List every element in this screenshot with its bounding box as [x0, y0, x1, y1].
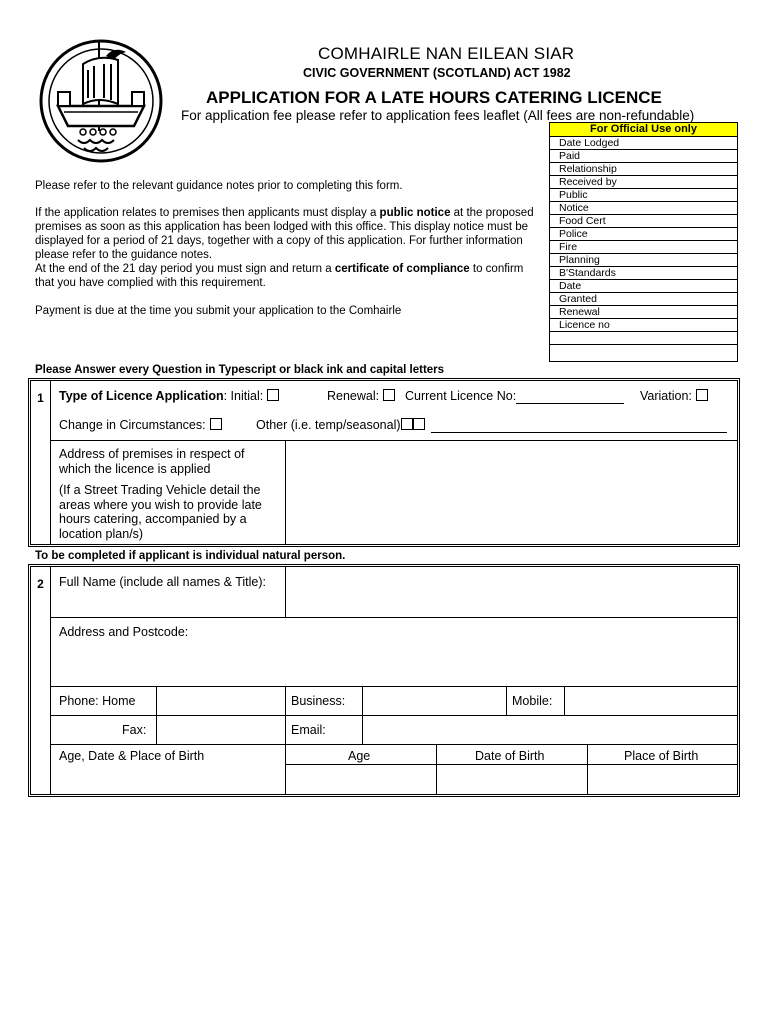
official-use-row: Food Cert: [550, 215, 737, 228]
dob-field[interactable]: [438, 766, 586, 792]
fee-note: For application fee please refer to application fees leaflet (All fees are non-refundable): [181, 108, 695, 123]
fax-field[interactable]: [158, 717, 283, 743]
official-use-row: B'Standards: [550, 267, 737, 280]
other-details-field[interactable]: [431, 418, 727, 433]
business-phone-field[interactable]: [364, 688, 504, 714]
initial-checkbox[interactable]: [267, 389, 279, 401]
renewal-checkbox[interactable]: [383, 389, 395, 401]
full-name-field[interactable]: [287, 569, 735, 615]
official-use-row: Date: [550, 280, 737, 293]
other-checkbox[interactable]: [401, 418, 413, 430]
council-crest-logo: [36, 36, 166, 166]
instructions-heading: Please Answer every Question in Typescript or black ink and capital letters: [35, 364, 445, 376]
official-use-row: Fire: [550, 241, 737, 254]
official-use-row: Planning: [550, 254, 737, 267]
section-1-number: 1: [31, 381, 51, 544]
pob-label: Place of Birth: [624, 749, 699, 763]
official-use-row: Public: [550, 189, 737, 202]
official-use-row: Received by: [550, 176, 737, 189]
change-circumstances-checkbox[interactable]: [210, 418, 222, 430]
fax-label: Fax:: [122, 723, 147, 737]
form-title: APPLICATION FOR A LATE HOURS CATERING LICENCE: [206, 88, 662, 107]
individual-heading: To be completed if applicant is individual natural person.: [35, 550, 346, 562]
current-licence-field[interactable]: [516, 389, 624, 404]
age-field[interactable]: [287, 766, 435, 792]
premises-address-label: Address of premises in respect of which the licence is applied: [59, 447, 245, 476]
phone-home-label: Phone: Home: [59, 694, 136, 708]
organisation-name: COMHAIRLE NAN EILEAN SIAR: [318, 44, 575, 63]
official-use-row: Granted: [550, 293, 737, 306]
official-use-box: [549, 122, 738, 362]
licence-type-row: Type of Licence Application: Initial:: [59, 389, 279, 403]
official-use-row: Date Lodged: [550, 137, 737, 150]
email-label: Email:: [291, 723, 326, 737]
dob-label: Date of Birth: [475, 749, 545, 763]
full-name-label: Full Name (include all names & Title):: [59, 575, 267, 589]
official-use-row: Police: [550, 228, 737, 241]
official-use-row: Notice: [550, 202, 737, 215]
official-use-row: Licence no: [550, 319, 737, 332]
guidance-intro: Please refer to the relevant guidance notes prior to completing this form.: [35, 180, 403, 192]
official-use-row: Relationship: [550, 163, 737, 176]
official-use-row: [550, 345, 737, 358]
address-label: Address and Postcode:: [59, 625, 189, 639]
guidance-public-notice: If the application relates to premises then applicants must display a public notice at the proposed premises as soon as this application has been lodged with this office. This display notice must be displayed for a period of 21 days, together with a copy of this application. For further information please refer to the guidance notes. At the end of the 21 day period you must sign and return a certificate of compliance to confirm that you have complied with this requirement.: [35, 207, 534, 289]
variation-checkbox[interactable]: [696, 389, 708, 401]
email-field[interactable]: [364, 717, 735, 743]
age-label: Age: [348, 749, 371, 763]
pob-field[interactable]: [589, 766, 735, 792]
business-label: Business:: [291, 694, 346, 708]
mobile-field[interactable]: [566, 688, 735, 714]
phone-home-field[interactable]: [158, 688, 283, 714]
address-field[interactable]: [287, 619, 735, 685]
premises-address-field[interactable]: [287, 442, 735, 542]
act-title: CIVIC GOVERNMENT (SCOTLAND) ACT 1982: [303, 66, 571, 80]
official-use-row: Renewal: [550, 306, 737, 319]
section-2-number: 2: [31, 567, 51, 794]
official-use-row: [550, 332, 737, 345]
payment-note: Payment is due at the time you submit your application to the Comhairle: [35, 305, 402, 317]
official-use-heading: For Official Use only: [550, 123, 737, 137]
mobile-label: Mobile:: [512, 694, 553, 708]
age-dob-pob-label: Age, Date & Place of Birth: [59, 749, 205, 763]
street-trading-note: (If a Street Trading Vehicle detail the areas where you wish to provide late hours catering, accompanied by a location plan/s): [59, 483, 262, 541]
official-use-row: Paid: [550, 150, 737, 163]
